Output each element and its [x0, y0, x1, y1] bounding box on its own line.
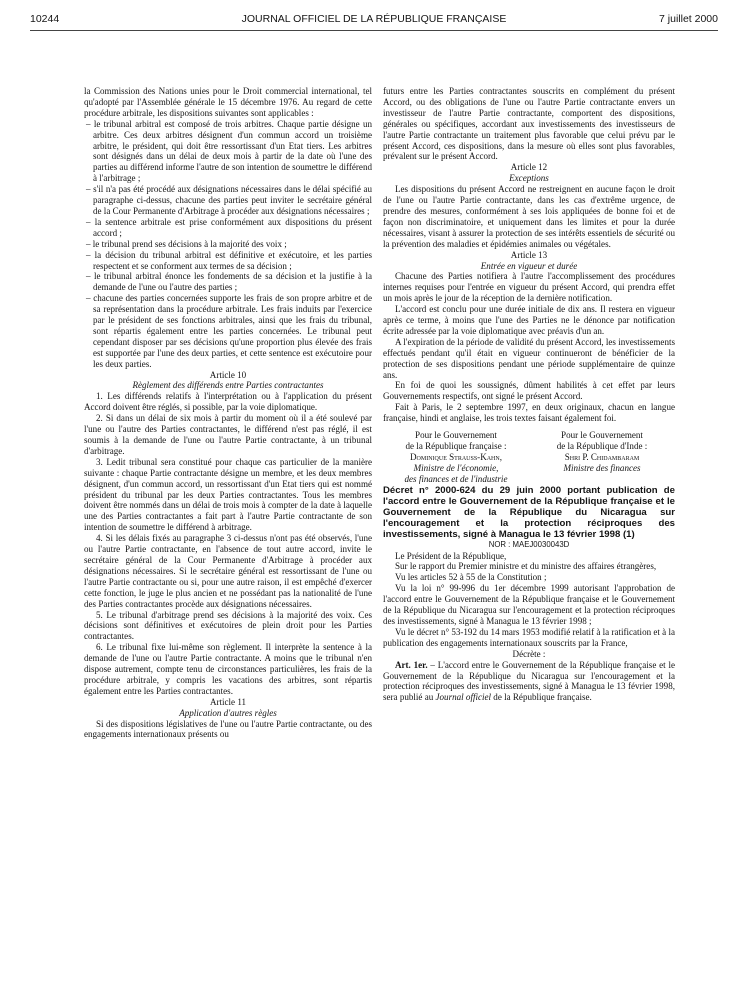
signatory-title: Ministre de l'économie, [413, 462, 499, 473]
article-10-subtitle: Règlement des différends entre Parties contractantes [132, 380, 324, 391]
paragraph: Chacune des Parties notifiera à l'autre l'accomplissement des procédures internes requises pour l'entrée en vigueur du présent Accord, qui prendra effet un mois après le jour de la réception de la dernière notification. [383, 271, 675, 304]
signature-india [529, 430, 675, 485]
signatory-name: Shri P. Chidambaram [564, 451, 640, 462]
paragraph: 5. Le tribunal d'arbitrage prend ses décisions à la majorité des voix. Ces décisions sont définitives et exécutoires de plein droit pour les Parties contractantes. [84, 609, 372, 642]
list-item: – le tribunal prend ses décisions à la majorité des voix ; [86, 238, 287, 249]
article-11-heading: Article 11 [209, 696, 247, 707]
paragraph: Sur le rapport du Premier ministre et du ministre des affaires étrangères, [395, 561, 657, 572]
list-item: – le tribunal arbitral est composé de trois arbitres. Chaque partie désigne un arbitre. Ces deux arbitres désignent d'un commun accord un troisième arbitre, le président, qui doit être ressortissant d'un Etat tiers. Les arbitres sont désignés dans un délai de deux mois à partir de la date où l'une des parties au différend informe l'autre de son intention de soumettre le différend à l'arbitrage ; [86, 118, 372, 184]
paragraph: A l'expiration de la période de validité du présent Accord, les investissements effectués pendant qu'il était en vigueur continueront de bénéficier de la protection de ses dispositions pendant une période supplémentaire de quinze ans. [383, 336, 675, 380]
page-header [30, 13, 718, 29]
signature-line: de la République française : [405, 441, 507, 451]
paragraph: Si des dispositions législatives de l'une ou l'autre Partie contractante, ou des engagements internationaux présents ou [84, 718, 372, 740]
issue-date: 7 juillet 2000 [659, 13, 718, 25]
intro-paragraph: la Commission des Nations unies pour le Droit commercial international, tel qu'adopté par l'Assemblée générale le 15 décembre 1976. Au regard de cette procédure arbitrale, les dispositions suivantes sont applicables : [84, 86, 372, 118]
signatory-title: Ministre des finances [563, 462, 641, 473]
list-item: – s'il n'a pas été procédé aux désignations nécessaires dans le délai spécifié au paragraphe ci-dessus, chacune des parties peut inviter le secrétaire général de la Cour Permanente d'Arbitrage à procéder aux désignations nécessaires ; [86, 184, 372, 216]
paragraph: 1. Les différends relatifs à l'interprétation ou à l'application du présent Accord doivent être réglés, si possible, par la voie diplomatique. [84, 391, 372, 413]
paragraph: L'accord est conclu pour une durée initiale de dix ans. Il restera en vigueur après ce terme, à moins que l'une des Parties ne le dénonce par notification écrite adressée par la voie diplomatique avec préavis d'un an. [383, 304, 675, 336]
article-1-text: – L'accord entre le Gouvernement de la République française et le Gouvernement de la République du Nicaragua sur l'encouragement et la protection réciproques des investissements, signé à Managua le 13 février 1998, sera publié au [383, 659, 675, 703]
signature-line: Pour le Gouvernement [561, 430, 643, 441]
journal-reference: Journal officiel [435, 692, 492, 703]
signature-block [383, 430, 675, 485]
list-item: – la sentence arbitrale est prise conformément aux dispositions du présent accord ; [86, 216, 372, 238]
article-11-subtitle: Application d'autres règles [179, 707, 277, 718]
left-column [84, 86, 372, 740]
article-13-subtitle: Entrée en vigueur et durée [480, 260, 578, 271]
paragraph: 2. Si dans un délai de six mois à partir du moment où il a été soulevé par l'une ou l'autre des Parties contractantes, le différend n'est pas réglé, il est soumis à la demande de l'une ou l'autre Partie contractante, à un tribunal d'arbitrage. [84, 413, 372, 456]
paragraph: En foi de quoi les soussignés, dûment habilités à cet effet par leurs Gouvernements respectifs, ont signé le présent Accord. [383, 380, 675, 402]
article-1-paragraph [383, 660, 675, 704]
paragraph: Vu les articles 52 à 55 de la Constitution ; [395, 572, 547, 583]
article-13-heading: Article 13 [510, 249, 548, 260]
article-12-subtitle: Exceptions [509, 173, 549, 184]
article-1-end: de la République française. [491, 692, 592, 703]
paragraph: Vu le décret n° 53-192 du 14 mars 1953 modifié relatif à la ratification et à la publication des engagements internationaux souscrits par la France, [383, 626, 675, 648]
signatory-title: des finances et de l'industrie [404, 473, 508, 484]
paragraph: Vu la loi n° 99-996 du 1er décembre 1999 autorisant l'approbation de l'accord entre le Gouvernement de la République française et le Gouvernement de la République du Nicaragua sur l'encouragement et la protection réciproques des investissements, signé à Managua le 13 février 1998 ; [383, 583, 675, 626]
paragraph: futurs entre les Parties contractantes souscrits en complément du présent Accord, ou des obligations de l'une ou l'autre Partie contractante envers un investisseur de l'autre Partie contractante, comportent des dispositions, générales ou spécifiques, accordant aux investissements des investisseurs de l'autre Partie contractante un traitement plus favorable que celui prévu par le présent Accord, ces dispositions, dans la mesure où elles sont plus favorables, prévalent sur le présent Accord. [383, 86, 675, 162]
paragraph: Fait à Paris, le 2 septembre 1997, en deux originaux, chacun en langue française, hindi et anglaise, les trois textes faisant également foi. [383, 402, 675, 424]
paragraph: 6. Le tribunal fixe lui-même son règlement. Il interprète la sentence à la demande de l'une ou l'autre Partie contractante. A moins que le tribunal n'en dispose autrement, compte tenu de circonstances particulières, les frais de la procédure arbitrale, y compris les vacations des arbitres, sont répartis également entre les Parties contractantes. [84, 642, 372, 696]
journal-title: JOURNAL OFFICIEL DE LA RÉPUBLIQUE FRANÇAISE [241, 13, 507, 25]
list-item: – la décision du tribunal arbitral est définitive et exécutoire, et les parties respectent et se conforment aux termes de sa décision ; [86, 249, 372, 271]
paragraph: 3. Ledit tribunal sera constitué pour chaque cas particulier de la manière suivante : chaque Partie contractante désigne un membre, et les deux membres désignent, d'un commun accord, un ressortissant d'un Etat tiers qui est nommé président du tribunal par les deux Parties contractantes. Tous les membres doivent être nommés dans un délai de trois mois à compter de la date à laquelle une des Parties contractantes a fait part à l'autre Partie contractante de son intention de soumettre le différend à arbitrage. [84, 456, 372, 533]
nor-reference: NOR : MAEJ0030043D [488, 539, 570, 549]
signature-line: Pour le Gouvernement [415, 430, 497, 441]
page-number: 10244 [30, 13, 60, 25]
paragraph: Les dispositions du présent Accord ne restreignent en aucune façon le droit de l'une ou l'autre Partie contractante, dans les cas d'extrême urgence, de prendre des mesures, conformément à ses lois appliquées de bonne foi et de façon non discriminatoire, et uniquement dans les limites et pour la durée nécessaires, visant à assurer la protection de ses intérêts essentiels de sécurité ou la prévention des maladies et épidémies animales ou végétales. [383, 184, 675, 249]
list-item: – chacune des parties concernées supporte les frais de son propre arbitre et de sa représentation dans la procédure arbitrale. Les frais induits par l'exercice par le président de ses fonctions arbitrales, ainsi que les frais du tribunal, sont répartis également entre les parties concernées. Le tribunal peut cependant disposer par ses décisions qu'une proportion plus élevée des frais est supportée par l'une des deux parties, et cette sentence est exécutoire pour les deux parties. [86, 293, 372, 369]
article-1-label: Art. 1er. [395, 659, 428, 670]
signature-line: de la République d'Inde : [556, 441, 648, 451]
right-column [383, 86, 675, 703]
header-rule [30, 30, 718, 31]
decree-title: Décret n° 2000-624 du 29 juin 2000 portant publication de l'accord entre le Gouvernement de la République française et le Gouvernement de la République du Nicaragua sur l'encouragement et la protection réciproques des investissements, signé à Managua le 13 février 1998 (1) [383, 484, 675, 540]
article-10-heading: Article 10 [209, 369, 247, 380]
paragraph: 4. Si les délais fixés au paragraphe 3 ci-dessus n'ont pas été observés, l'une ou l'autre Partie contractante, en l'absence de tout autre accord, invite le secrétaire général de la Cour Permanente d'Arbitrage à procéder aux désignations nécessaires. Si le secrétaire général est ressortissant de l'une ou l'autre Partie contractante ou si, pour une autre raison, il est empêché d'exercer cette fonction, le juge le plus ancien et ne possédant pas la nationalité de l'une des Parties contractantes procède aux désignations nécessaires. [84, 533, 372, 609]
list-item: – le tribunal arbitral énonce les fondements de sa décision et la justifie à la demande de l'une ou l'autre des parties ; [86, 271, 372, 293]
signature-france [383, 430, 529, 485]
paragraph: Le Président de la République, [395, 550, 507, 561]
decrete-heading: Décrète : [512, 648, 546, 659]
article-12-heading: Article 12 [510, 162, 548, 173]
signatory-name: Dominique Strauss-Kahn, [410, 451, 502, 462]
